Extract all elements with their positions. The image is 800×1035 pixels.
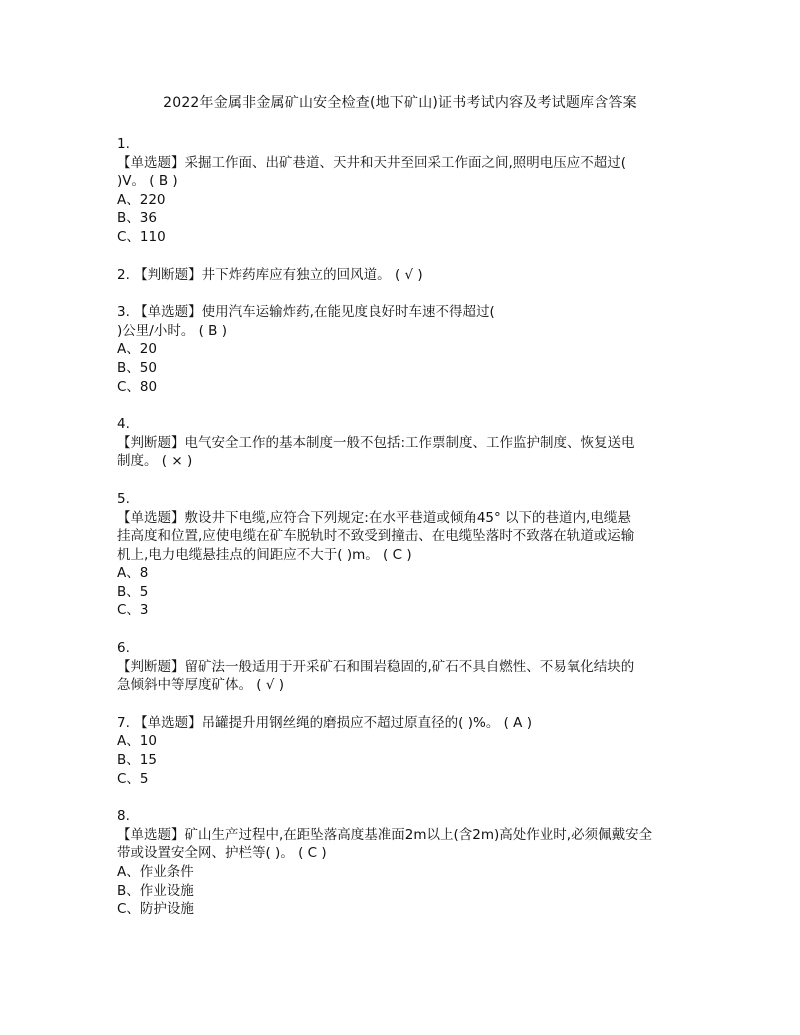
- option-c: C、80: [117, 378, 158, 395]
- question-text-continued: )公里/小时。 ( B ): [117, 322, 227, 339]
- question-7: [117, 714, 687, 788]
- question-text: 【判断题】电气安全工作的基本制度一般不包括:工作票制度、工作监护制度、恢复送电: [117, 434, 635, 451]
- question-number: 8.: [117, 808, 130, 825]
- question-text-continued: 急倾斜中等厚度矿体。 ( √ ): [117, 677, 285, 694]
- option-a: A、220: [117, 191, 166, 208]
- document-title: 2022年金属非金属矿山安全检查(地下矿山)证书考试内容及考试题库含答案: [163, 95, 637, 111]
- question-text-continued-2: 机上,电力电缆悬挂点的间距应不大于( )m。 ( C ): [117, 546, 412, 563]
- option-c: C、5: [117, 770, 149, 787]
- question-text: 【判断题】留矿法一般适用于开采矿石和围岩稳固的,矿石不具自燃性、不易氧化结块的: [117, 658, 635, 675]
- option-c: C、110: [117, 228, 166, 245]
- option-c: C、防护设施: [117, 901, 194, 918]
- option-a: A、20: [117, 341, 157, 358]
- question-2: [117, 266, 687, 285]
- question-3: [117, 303, 687, 396]
- question-text: 【单选题】采掘工作面、出矿巷道、天井和天井至回采工作面之间,照明电压应不超过(: [117, 154, 627, 171]
- question-1: [117, 135, 687, 247]
- question-text: 7. 【单选题】吊罐提升用钢丝绳的磨损应不超过原直径的( )%。 ( A ): [117, 714, 532, 731]
- question-5: [117, 490, 687, 620]
- question-8: [117, 807, 687, 919]
- option-b: B、50: [117, 359, 157, 376]
- option-a: A、作业条件: [117, 864, 194, 880]
- question-text-continued: 制度。 ( × ): [117, 453, 193, 470]
- question-number: 6.: [117, 640, 130, 657]
- option-b: B、15: [117, 752, 157, 769]
- question-6: [117, 639, 687, 695]
- question-text-continued: 带或设置安全网、护栏等( )。 ( C ): [117, 845, 327, 862]
- question-text-continued: 挂高度和位置,应使电缆在矿车脱轨时不致受到撞击、在电缆坠落时不致落在轨道或运输: [117, 528, 635, 545]
- option-a: A、10: [117, 733, 157, 750]
- question-text-continued: )V。 ( B ): [117, 173, 178, 190]
- option-b: B、36: [117, 210, 157, 227]
- question-text: 3. 【单选题】使用汽车运输炸药,在能见度良好时车速不得超过(: [117, 304, 495, 321]
- question-number: 1.: [117, 136, 130, 152]
- question-text: 【单选题】敷设井下电缆,应符合下列规定:在水平巷道或倾角45° 以下的巷道内,电缆悬: [117, 509, 631, 526]
- question-list: [117, 135, 687, 938]
- question-number: 4.: [117, 416, 130, 433]
- question-number: 5.: [117, 490, 130, 507]
- option-b: B、作业设施: [117, 882, 194, 899]
- question-text: 【单选题】矿山生产过程中,在距坠落高度基准面2m以上(含2m)高处作业时,必须佩戴安全: [117, 826, 653, 843]
- option-b: B、5: [117, 583, 149, 600]
- question-text: 2. 【判断题】井下炸药库应有独立的回风道。 ( √ ): [117, 266, 423, 283]
- option-c: C、3: [117, 602, 149, 619]
- option-a: A、8: [117, 565, 149, 582]
- question-4: [117, 415, 687, 471]
